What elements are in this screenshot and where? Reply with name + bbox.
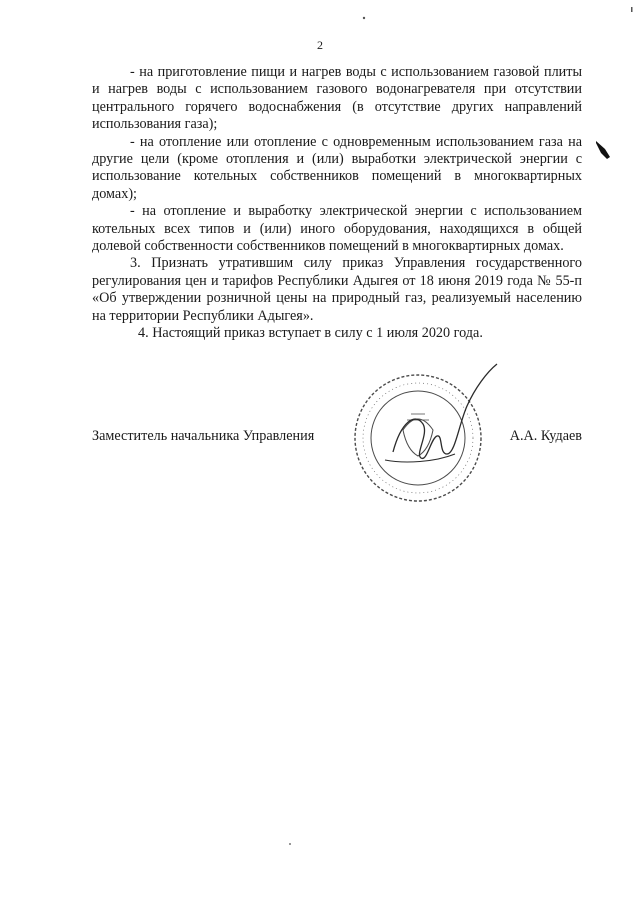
seal-outer-ring [355,375,481,501]
document-body [92,64,582,343]
official-seal-stamp [345,360,505,510]
scan-mark-bottom [286,840,294,848]
signatory-name: А.А. Кудаев [509,428,582,444]
margin-ink-mark [594,138,612,160]
scan-mark-corner [628,6,636,14]
paragraph-boilers: - на отопление и выработку электрической энергии с использованием котельных всех типов и (или) иного оборудования, находящихся в общей долевой собственности собственников помещений в многоквартирных домах. [92,203,582,255]
handwritten-signature [393,364,497,458]
seal-inner-ring [371,391,465,485]
signatory-title: Заместитель начальника Управления [92,428,315,444]
paragraph-cooking: - на приготовление пищи и нагрев воды с использованием газовой плиты и нагрев воды с использованием газового водонагревателя при отсутствии центрального горячего водоснабжения (в отсутствие других направлений использования газа); [92,64,582,133]
paragraph-effective-date: 4. Настоящий приказ вступает в силу с 1 июля 2020 года. [138,325,483,342]
page-number: 2 [317,38,323,52]
paragraph-heating: - на отопление или отопление с одновременным использованием газа на другие цели (кроме отопления и (или) выработки электрической энергии с использование котельных собственников помещений в многоквартирных домах); [92,133,582,202]
scan-mark-top [360,14,368,22]
paragraph-repeal: 3. Признать утратившим силу приказ Управления государственного регулирования цен и тарифов Республики Адыгея от 18 июня 2019 года № 55-п «Об утверждении розничной цены на природный газ, реализуемый населению на территории Республики Адыгея». [92,255,582,324]
